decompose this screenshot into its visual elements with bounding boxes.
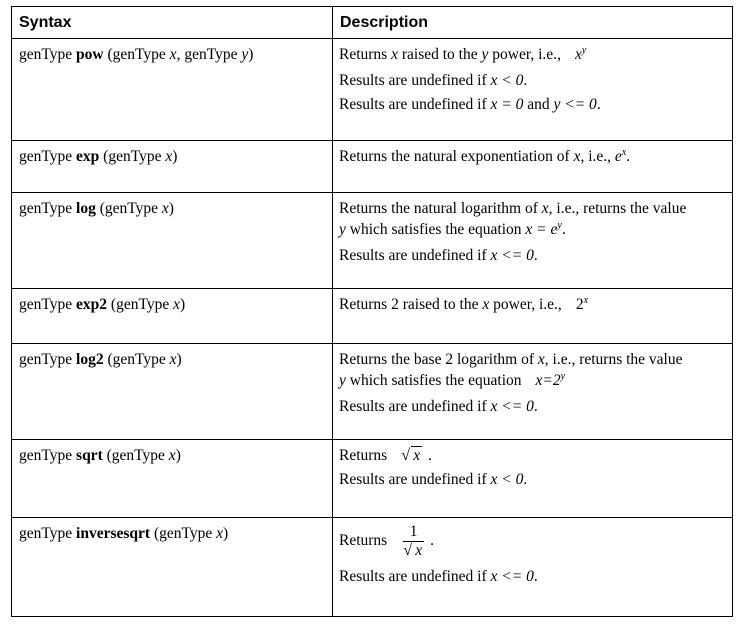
description-cell: Returns the natural exponentiation of x, i.e., $e^x$. [333, 141, 733, 193]
function-name: sqrt [76, 447, 103, 464]
header-row [12, 7, 733, 39]
table-row [12, 193, 733, 289]
description-cell: Returns the natural logarithm of x, i.e., returns the value y which satisfies the equation $x = e^y$. Results are undefined if x <= 0. [333, 193, 733, 289]
syntax-cell: genType inversesqrt (genType x) [12, 518, 333, 617]
table-row [12, 344, 733, 440]
description-cell: Returns √ x . Results are undefined if x < 0. [333, 440, 733, 518]
table-row [12, 289, 733, 344]
function-name: log2 [76, 351, 104, 368]
function-name: inversesqrt [76, 525, 151, 542]
syntax-cell: genType pow (genType x, genType y) [12, 39, 333, 141]
description-cell: Returns 2 raised to the x power, i.e., 2$^x$ [333, 289, 733, 344]
log2-equation: $x=2^y$ [535, 371, 566, 389]
function-name: pow [76, 46, 104, 63]
syntax-cell: genType sqrt (genType x) [12, 440, 333, 518]
exp2-formula: 2$^x$ [575, 295, 589, 313]
table-row [12, 440, 733, 518]
power-formula: $x^y$ [574, 45, 587, 63]
inverse-sqrt-formula: 1 √ x [403, 523, 423, 559]
table-row [12, 39, 733, 141]
builtin-functions-table [11, 6, 733, 617]
syntax-cell: genType exp2 (genType x) [12, 289, 333, 344]
description-cell: Returns the base 2 logarithm of x, i.e., returns the value y which satisfies the equation $x=2^y$ Results are undefined if x <= 0. [333, 344, 733, 440]
syntax-cell: genType exp (genType x) [12, 141, 333, 193]
function-name: log [76, 200, 96, 217]
syntax-header: Syntax [12, 7, 333, 39]
function-name: exp [76, 148, 100, 165]
syntax-cell: genType log2 (genType x) [12, 344, 333, 440]
syntax-cell: genType log (genType x) [12, 193, 333, 289]
function-name: exp2 [76, 296, 108, 313]
sqrt-formula: √ x [401, 447, 421, 464]
table-row [12, 141, 733, 193]
table-row [12, 518, 733, 617]
description-cell: Returns 1 √ x . Results are undefined if x <= 0. [333, 518, 733, 617]
description-header: Description [333, 7, 733, 39]
description-cell: Returns x raised to the y power, i.e., $x^y$ Results are undefined if x < 0. Results are undefined if x = 0 and y <= 0. [333, 39, 733, 141]
